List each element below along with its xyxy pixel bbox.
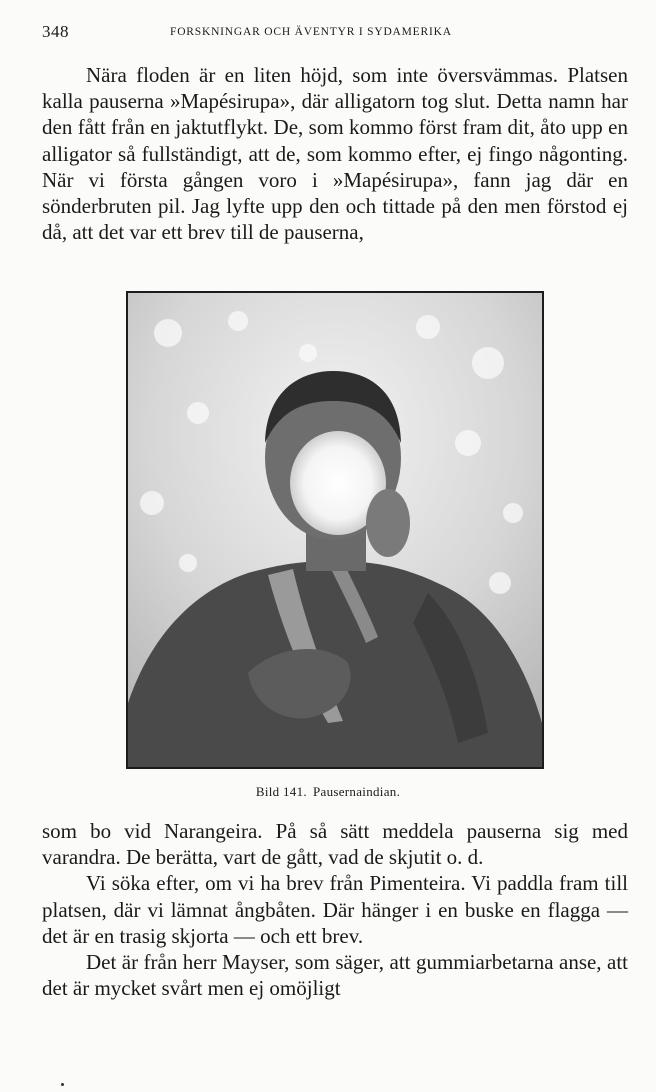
paragraph: Nära floden är en liten höjd, som inte översvämmas. Platsen kalla pauserna »Mapésirupa», där alligatorn tog slut. Detta namn har den fått från en jaktutflykt. De, som kommo först fram dit, åto upp en alligator så fullständigt, att de, som kommo efter, ej fingo någonting. När vi första gången voro i »Mapésirupa», fann jag där en sönderbruten pil. Jag lyfte upp den och tittade på den men förstod ej då, att det var ett brev till de pauserna, <box>42 63 628 245</box>
running-title: FORSKNINGAR OCH ÄVENTYR I SYDAMERIKA <box>170 26 452 38</box>
running-head <box>42 22 628 44</box>
figure-caption <box>0 784 656 800</box>
portrait-photograph <box>128 293 542 767</box>
caption-label: Bild 141. <box>255 784 307 799</box>
paragraph: Vi söka efter, om vi ha brev från Pimenteira. Vi paddla fram till platsen, där vi lämnat ångbåten. Där hänger i en buske en flagga — det är en trasig skjorta — och ett brev. <box>42 871 628 948</box>
caption-text: Pausernaindian. <box>312 784 401 799</box>
page-number: 348 <box>42 22 69 41</box>
paragraph-continuation: som bo vid Narangeira. På så sätt meddela pauserna sig med varandra. De berätta, vart de gått, vad de skjutit o. d. <box>42 819 628 870</box>
figure-photo <box>126 291 544 769</box>
paragraph: Det är från herr Mayser, som säger, att gummiarbetarna anse, att det är mycket svårt men ej omöjligt <box>42 950 628 1001</box>
ink-speck <box>61 1083 64 1086</box>
body-text-bottom <box>42 818 628 1001</box>
body-text-top <box>42 62 628 245</box>
